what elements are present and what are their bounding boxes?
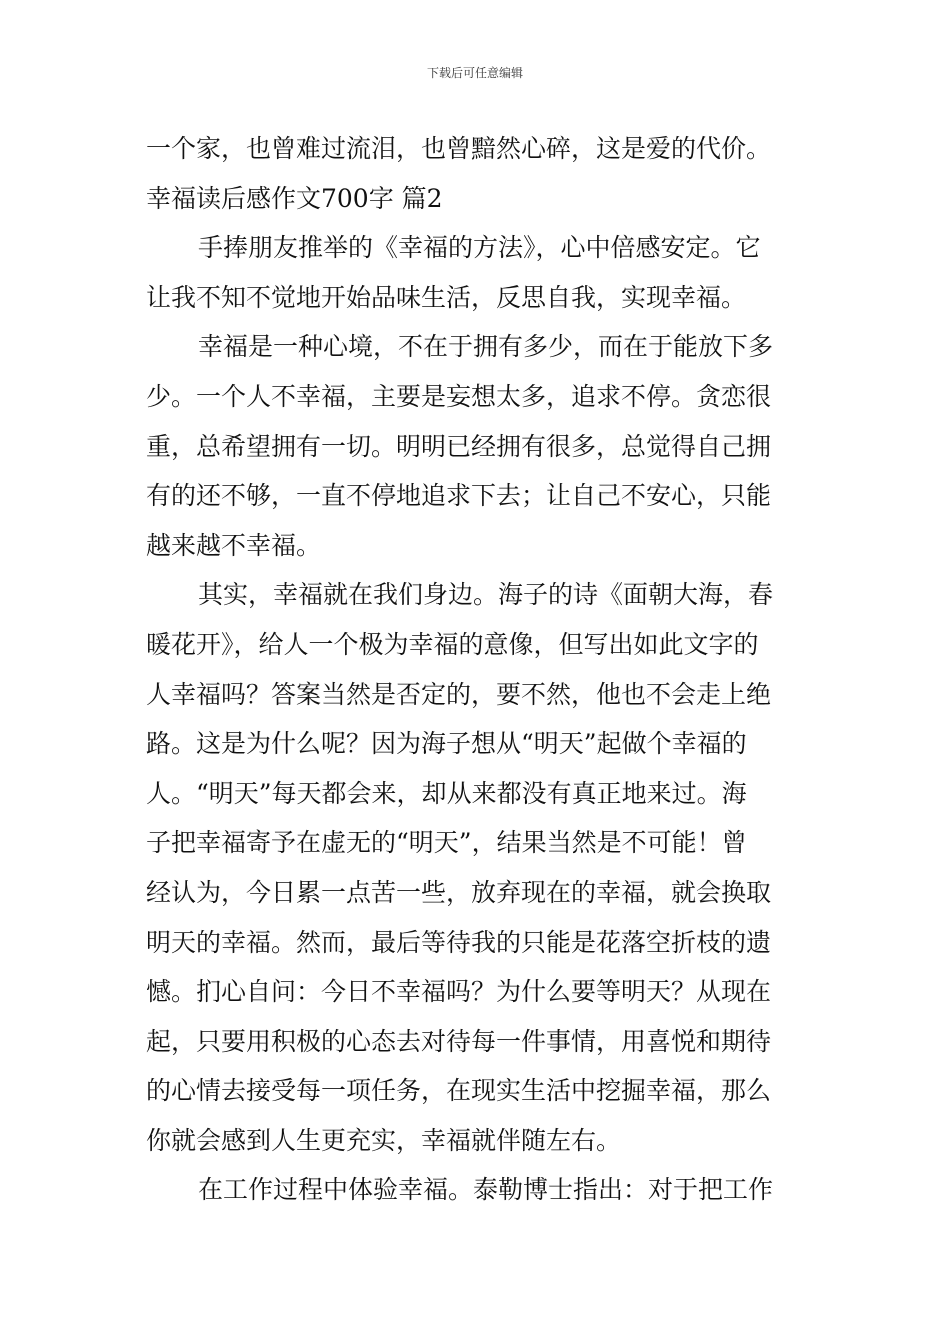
paragraph-line: 起，只要用积极的心态去对待每一件事情，用喜悦和期待 <box>146 1026 772 1056</box>
paragraph-line: 有的还不够，一直不停地追求下去；让自己不安心，只能 <box>146 481 772 511</box>
paragraph-line: 明天的幸福。然而，最后等待我的只能是花落空折枝的遗 <box>146 927 772 957</box>
paragraph-line: 越来越不幸福。 <box>146 530 322 560</box>
paragraph-line: 重，总希望拥有一切。明明已经拥有很多，总觉得自己拥 <box>146 431 772 461</box>
text-line: 一个家，也曾难过流泪，也曾黯然心碎，这是爱的代价。 <box>146 134 772 163</box>
paragraph-line: 子把幸福寄予在虚无的“明天”，结果当然是不可能！曾 <box>146 828 747 858</box>
page-header: 下载后可任意编辑 <box>426 66 523 80</box>
section-heading: 幸福读后感作文700字 篇2 <box>146 183 443 213</box>
paragraph-line: 在工作过程中体验幸福。泰勒博士指出：对于把工作 <box>198 1175 774 1205</box>
paragraph-line: 经认为，今日累一点苦一些，放弃现在的幸福，就会换取 <box>146 877 772 907</box>
document-body <box>146 124 806 1215</box>
paragraph-line: 少。一个人不幸福，主要是妄想太多，追求不停。贪恋很 <box>146 381 772 411</box>
paragraph-line: 人。“明天”每天都会来，却从来都没有真正地来过。海 <box>146 778 747 808</box>
paragraph-line: 你就会感到人生更充实，幸福就伴随左右。 <box>146 1125 622 1155</box>
paragraph-line: 的心情去接受每一项任务，在现实生活中挖掘幸福，那么 <box>146 1076 772 1106</box>
paragraph-line: 手捧朋友推举的《幸福的方法》，心中倍感安定。它 <box>198 233 761 263</box>
paragraph-line: 幸福是一种心境，不在于拥有多少，而在于能放下多 <box>198 332 774 362</box>
paragraph-line: 憾。扪心自问：今日不幸福吗？为什么要等明天？从现在 <box>146 977 772 1007</box>
paragraph-line: 其实，幸福就在我们身边。海子的诗《面朝大海，春 <box>198 580 774 610</box>
paragraph-line: 暖花开》，给人一个极为幸福的意像，但写出如此文字的 <box>146 629 759 659</box>
paragraph-line: 路。这是为什么呢？因为海子想从“明天”起做个幸福的 <box>146 729 747 759</box>
paragraph-line: 人幸福吗？答案当然是否定的，要不然，他也不会走上绝 <box>146 679 772 709</box>
paragraph-line: 让我不知不觉地开始品味生活，反思自我，实现幸福。 <box>146 282 747 312</box>
